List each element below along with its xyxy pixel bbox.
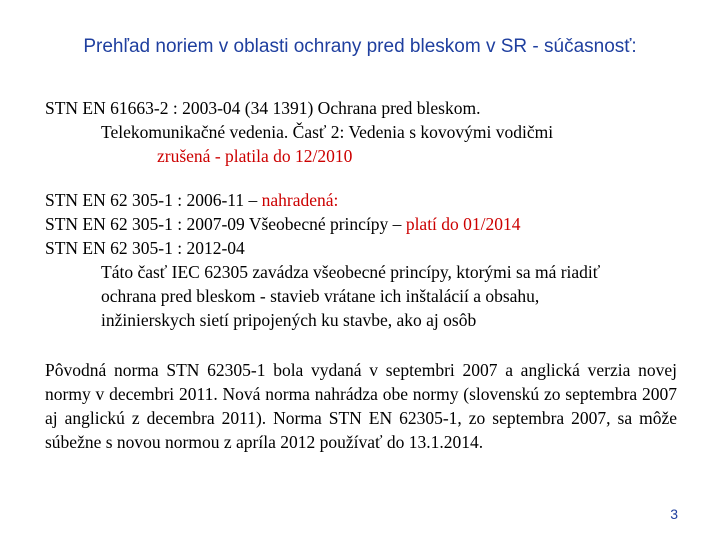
description-line: ochrana pred bleskom - stavieb vrátane ich inštalácií a obsahu, [101,286,540,306]
standard-block-62305 [45,188,600,332]
summary-paragraph: Pôvodná norma STN 62305-1 bola vydaná v septembri 2007 a anglická verzia novej normy v decembri 2011. Nová norma nahrádza obe normy (slovenskú zo septembra 2007 aj anglickú z decembra 2011). Norma STN EN 62305-1, zo septembra 2007, sa môže súbežne s novou normou z apríla 2012 používať do 13.1.2014. [45,360,677,452]
standard-line-2006 [45,188,600,212]
standard-block-61663 [45,96,553,168]
page-number: 3 [670,506,678,522]
standard-code: STN EN 62 305-1 : 2007-09 Všeobecné princípy – [45,214,406,234]
standard-code: STN EN 62 305-1 : 2006-11 – [45,190,262,210]
standard-line: STN EN 61663-2 : 2003-04 (34 1391) Ochrana pred bleskom. [45,98,481,118]
standard-status: platí do 01/2014 [405,214,521,234]
standard-line-2007 [45,212,600,236]
standard-status: nahradená: [261,190,339,210]
standard-line-2012: STN EN 62 305-1 : 2012-04 [45,238,245,258]
slide-title: Prehľad noriem v oblasti ochrany pred bleskom v SR - súčasnosť: [83,36,637,57]
description-line: Táto časť IEC 62305 zavádza všeobecné princípy, ktorými sa má riadiť [101,262,601,282]
standard-subtitle: Telekomunikačné vedenia. Časť 2: Vedenia s kovovými vodičmi [101,122,554,142]
standard-status: zrušená - platila do 12/2010 [157,146,353,166]
description-line: inžinierskych sietí pripojených ku stavbe, ako aj osôb [101,310,477,330]
